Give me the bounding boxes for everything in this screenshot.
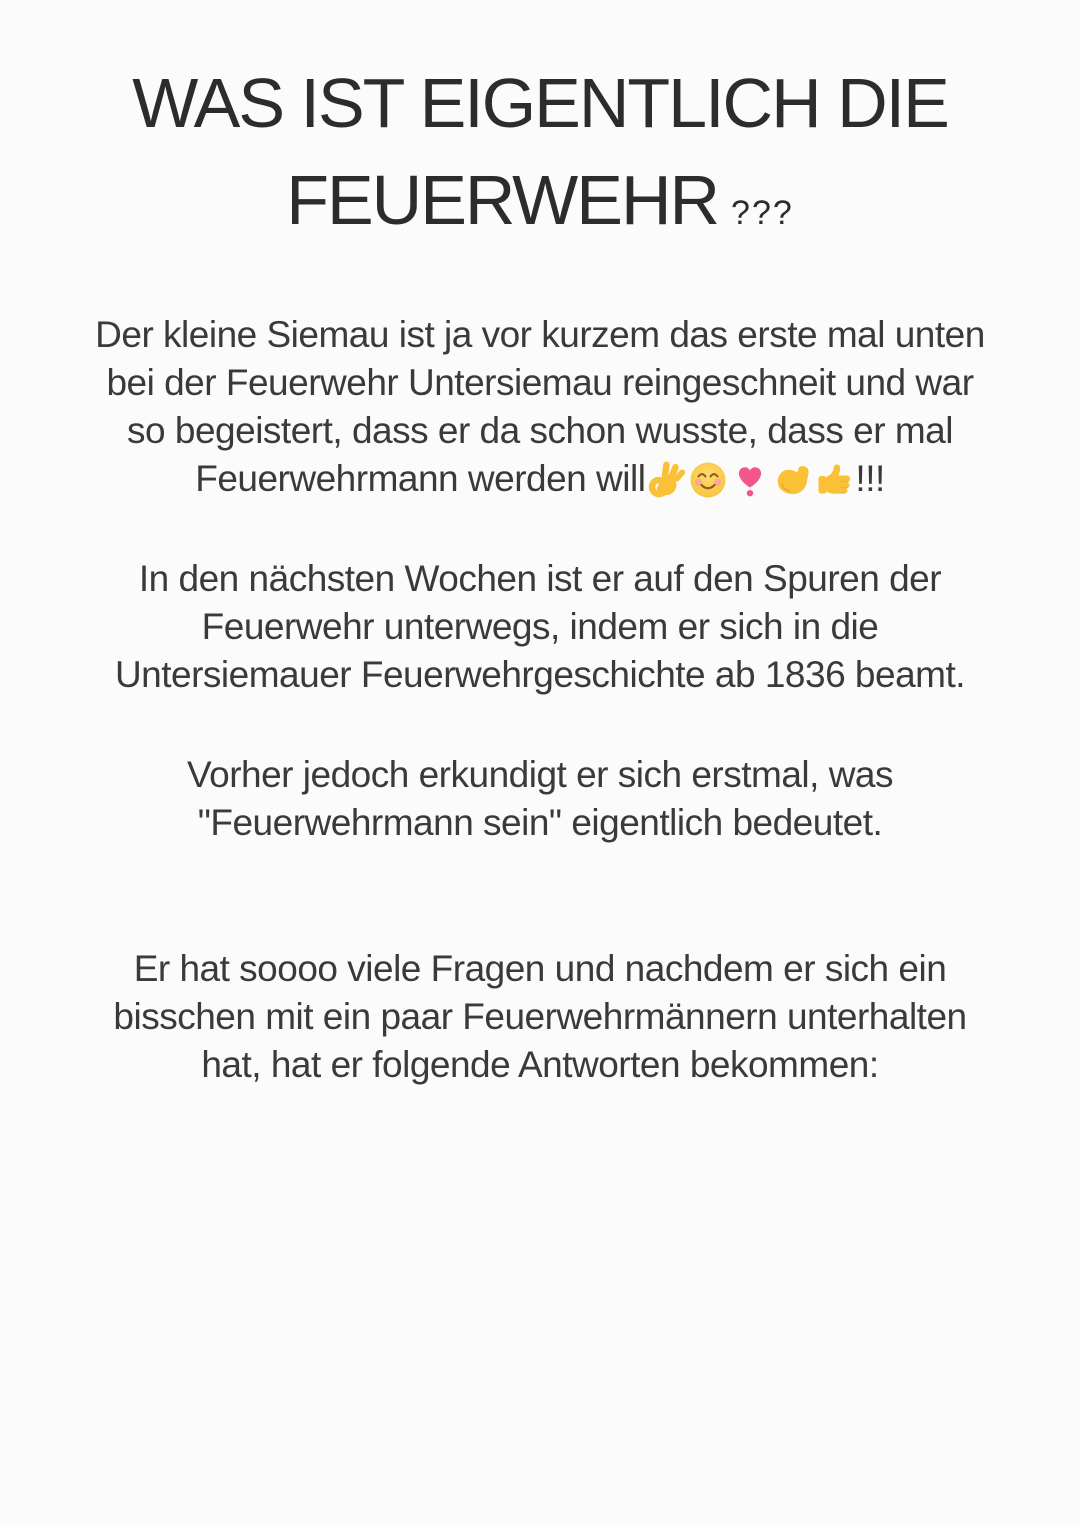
text-line: Untersiemauer Feuerwehrgeschichte ab 1836 beamt. [114,654,966,695]
exclamation-marks: !!! [855,458,885,499]
intro-text [0,311,1080,1089]
paragraph-questions [0,945,1080,1089]
text-line: bei der Feuerwehr Untersiemau reingeschneit und war [106,362,974,403]
text-line: Der kleine Siemau ist ja vor kurzem das erste mal unten [95,314,985,355]
title-line-2 [0,152,1080,262]
text-line: so begeistert, dass er da schon wusste, dass er mal [127,410,953,451]
paragraph-meaning [0,751,1080,847]
paragraph-next-weeks [0,555,1080,699]
flexed-biceps-emoji-icon [772,460,812,500]
thumbs-up-emoji-icon [814,460,854,500]
text-line: Vorher jedoch erkundigt er sich erstmal, was [186,754,893,795]
title-question-marks: ??? [731,194,794,232]
text-line: In den nächsten Wochen ist er auf den Spuren der [138,558,942,599]
text-line: Feuerwehrmann werden will [195,458,646,499]
text-line: hat, hat er folgende Antworten bekommen: [201,1044,879,1085]
smiling-face-emoji-icon [688,460,728,500]
text-line: Er hat soooo viele Fragen und nachdem er sich ein [133,948,947,989]
page-title [0,55,1080,262]
paragraph-siemau-intro [0,311,1080,503]
title-line-1: WAS IST EIGENTLICH DIE [132,64,948,142]
text-line: bisschen mit ein paar Feuerwehrmännern unterhalten [113,996,967,1037]
ok-hand-emoji-icon [646,460,686,500]
text-line: Feuerwehr unterwegs, indem er sich in die [201,606,879,647]
title-main-word: FEUERWEHR [286,161,719,239]
text-line-with-emojis [0,455,1080,503]
heart-exclamation-emoji-icon [730,460,770,500]
text-line: "Feuerwehrmann sein" eigentlich bedeutet. [197,802,883,843]
